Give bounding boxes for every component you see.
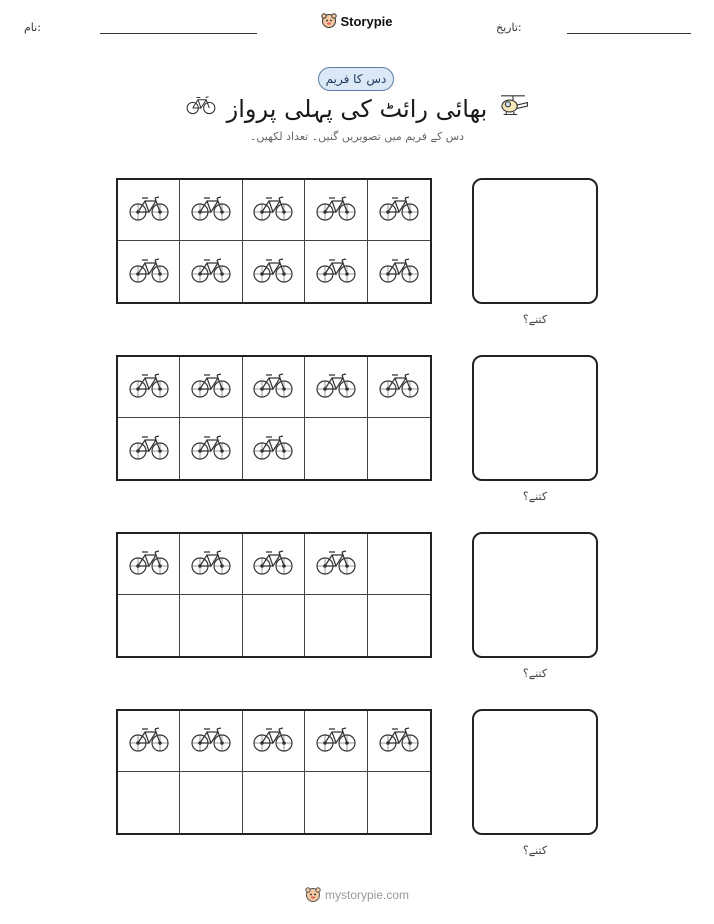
ten-frame-cell: [368, 772, 430, 833]
ten-frame-cell: [368, 241, 430, 302]
bicycle-icon: [252, 256, 294, 288]
name-line[interactable]: [100, 33, 257, 34]
ten-frame-cell: [368, 534, 430, 595]
footer-url: mystorypie.com: [324, 888, 410, 902]
bicycle-icon: [128, 194, 170, 226]
ten-frame-cell: [305, 711, 367, 772]
ten-frame-cell: [118, 772, 180, 833]
ten-frame-cell: [305, 534, 367, 595]
how-many-label-3: کتنے؟: [522, 667, 548, 680]
bicycle-icon: [252, 725, 294, 757]
ten-frame-cell: [180, 534, 242, 595]
instructions: دس کے فریم میں تصویریں گنیں۔ تعداد لکھیں۔: [249, 130, 465, 143]
bicycle-icon: [252, 371, 294, 403]
topic-badge: دس کا فریم: [318, 67, 394, 91]
bicycle-icon: [378, 371, 420, 403]
bicycle-icon: [252, 433, 294, 465]
ten-frame-cell: [118, 241, 180, 302]
bicycle-icon: [315, 194, 357, 226]
bicycle-icon: [315, 548, 357, 580]
ten-frame-cell: [305, 180, 367, 241]
ten-frame-cell: [243, 241, 305, 302]
bicycle-icon: [378, 194, 420, 226]
answer-box-1[interactable]: [472, 178, 598, 304]
name-label: نام:: [24, 21, 41, 34]
ten-frame-cell: [118, 534, 180, 595]
logo-text: Storypie: [340, 13, 393, 29]
ten-frame-cell: [368, 180, 430, 241]
ten-frame-cell: [368, 357, 430, 418]
bicycle-icon: [190, 194, 232, 226]
storypie-mascot-icon: [305, 886, 321, 904]
ten-frame-cell: [118, 418, 180, 479]
bicycle-icon: [252, 548, 294, 580]
bicycle-icon: [190, 371, 232, 403]
bicycle-icon: [128, 548, 170, 580]
ten-frame-cell: [180, 357, 242, 418]
ten-frame-cell: [180, 180, 242, 241]
ten-frame-cell: [180, 241, 242, 302]
ten-frame-4: [116, 709, 432, 835]
ten-frame-3: [116, 532, 432, 658]
ten-frame-cell: [118, 595, 180, 656]
bicycle-icon: [128, 256, 170, 288]
ten-frame-cell: [243, 180, 305, 241]
ten-frame-cell: [243, 711, 305, 772]
ten-frame-cell: [180, 418, 242, 479]
ten-frame-cell: [305, 241, 367, 302]
page-title: بھائی رائٹ کی پہلی پرواز: [226, 95, 488, 123]
ten-frame-cell: [305, 595, 367, 656]
bicycle-icon: [315, 371, 357, 403]
bicycle-icon: [128, 371, 170, 403]
ten-frame-1: [116, 178, 432, 304]
bicycle-icon: [378, 725, 420, 757]
ten-frame-cell: [368, 711, 430, 772]
ten-frame-cell: [118, 180, 180, 241]
ten-frame-cell: [368, 418, 430, 479]
footer: [0, 886, 714, 904]
ten-frame-cell: [305, 772, 367, 833]
bicycle-icon: [315, 256, 357, 288]
ten-frame-cell: [243, 357, 305, 418]
ten-frame-cell: [243, 595, 305, 656]
ten-frame-cell: [243, 772, 305, 833]
bicycle-icon: [190, 548, 232, 580]
date-line[interactable]: [567, 33, 691, 34]
ten-frame-2: [116, 355, 432, 481]
storypie-mascot-icon: [321, 12, 337, 30]
how-many-label-2: کتنے؟: [522, 490, 548, 503]
bicycle-icon: [128, 725, 170, 757]
ten-frame-cell: [180, 772, 242, 833]
date-label: تاریخ:: [496, 21, 522, 34]
answer-box-3[interactable]: [472, 532, 598, 658]
ten-frame-cell: [118, 357, 180, 418]
ten-frame-cell: [118, 711, 180, 772]
bicycle-icon: [128, 433, 170, 465]
how-many-label-4: کتنے؟: [522, 844, 548, 857]
ten-frame-cell: [368, 595, 430, 656]
bicycle-icon: [378, 256, 420, 288]
logo: [0, 12, 714, 30]
ten-frame-cell: [180, 595, 242, 656]
bicycle-icon: [190, 725, 232, 757]
ten-frame-cell: [305, 418, 367, 479]
helicopter-icon: [496, 91, 530, 121]
bicycle-icon: [190, 256, 232, 288]
ten-frame-cell: [180, 711, 242, 772]
ten-frame-cell: [243, 418, 305, 479]
answer-box-4[interactable]: [472, 709, 598, 835]
ten-frame-cell: [243, 534, 305, 595]
bicycle-icon: [190, 433, 232, 465]
ten-frame-cell: [305, 357, 367, 418]
bicycle-icon: [315, 725, 357, 757]
answer-box-2[interactable]: [472, 355, 598, 481]
how-many-label-1: کتنے؟: [522, 313, 548, 326]
bicycle-icon: [252, 194, 294, 226]
